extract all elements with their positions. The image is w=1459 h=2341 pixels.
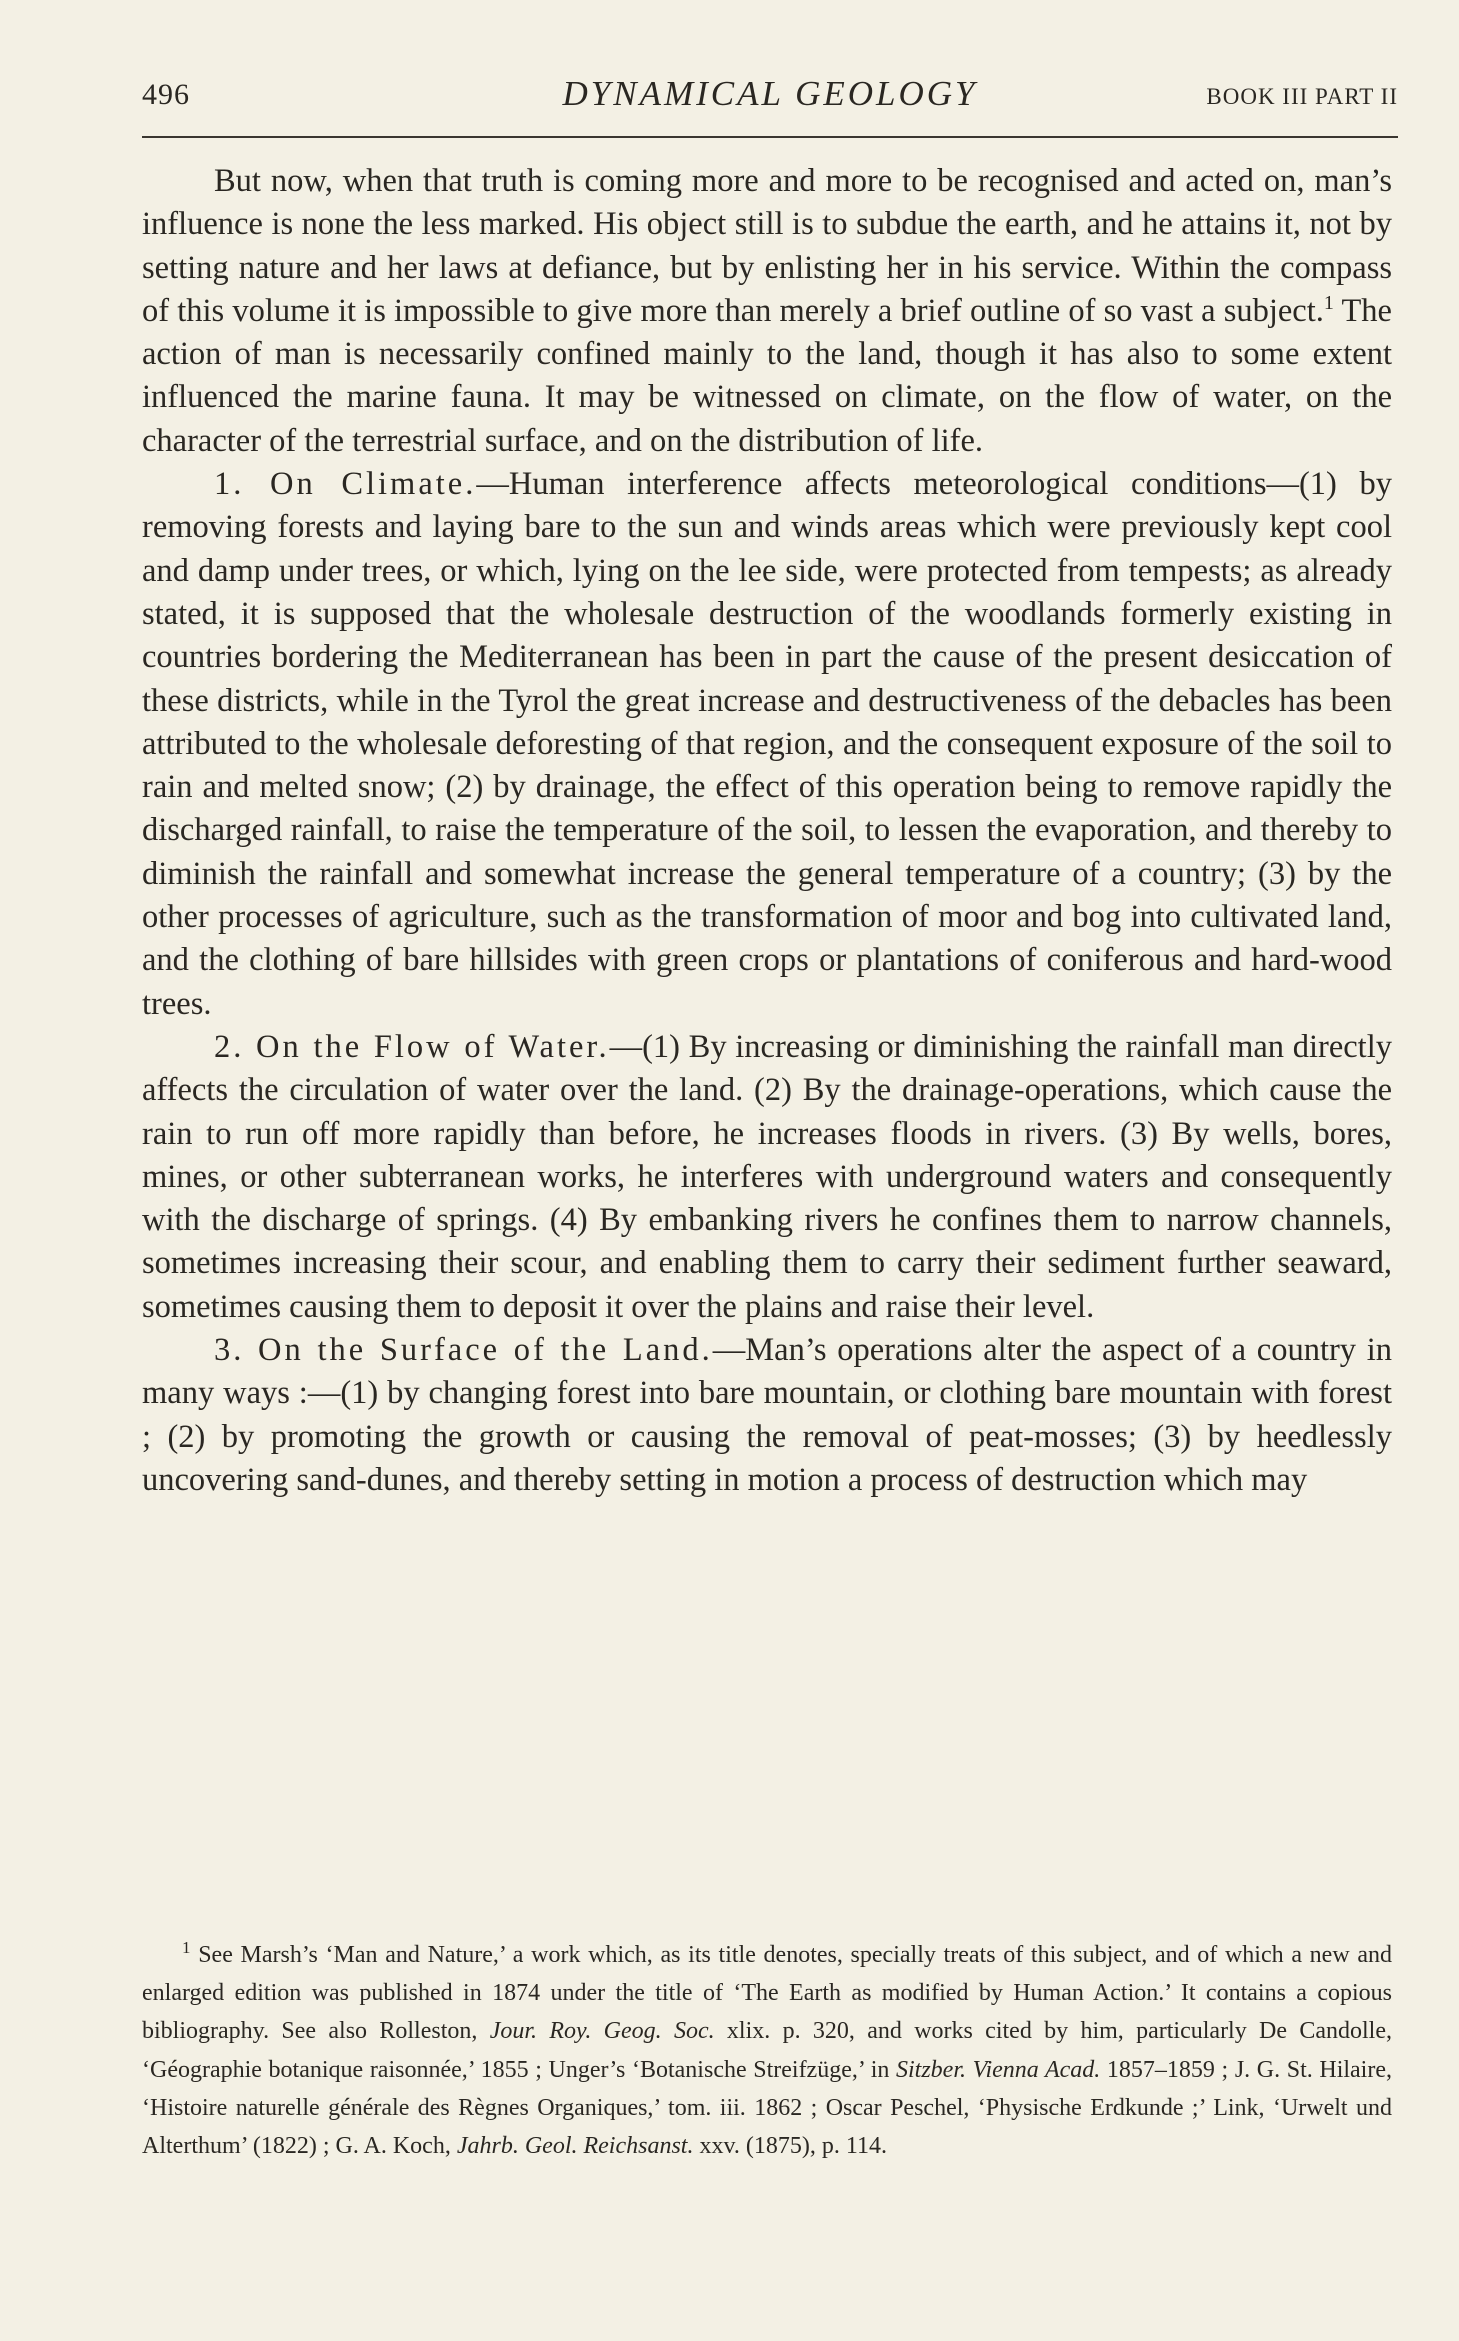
surface-text: —Man’s operations alter the aspect of a country in many ways :—(1) by changing forest into bare mountain, or clothing bare mountain with forest ; (2) by promoting the growth or causing the removal of peat-mosses; (3) by heedlessly uncovering sand-dunes, and thereby setting in motion a process of destruction which may bbox=[142, 1332, 1392, 1498]
footnote-citation-vienna-acad: Sitzber. Vienna Acad. bbox=[895, 2056, 1101, 2083]
section-heading-water: 2. On the Flow of Water. bbox=[214, 1028, 610, 1065]
header-rule bbox=[142, 136, 1398, 138]
page-number: 496 bbox=[142, 78, 190, 111]
footnote-mark: 1 bbox=[182, 1938, 191, 1957]
footnotes bbox=[142, 1936, 1392, 2165]
section-heading-climate: 1. On Climate. bbox=[214, 466, 477, 503]
section-label: BOOK III PART II bbox=[1206, 84, 1398, 109]
running-title: DYNAMICAL GEOLOGY bbox=[562, 74, 978, 113]
water-text: —(1) By increasing or diminishing the rainfall man directly affects the circulation of water over the land. (2) By the drainage-operations, which cause the rain to run off more rapidly than before, he increases floods in rivers. (3) By wells, bores, mines, or other subterranean works, he interferes with underground waters and consequently with the discharge of springs. (4) By embanking rivers he confines them to narrow channels, sometimes increasing their scour, and enabling them to carry their sediment further seaward, sometimes causing them to deposit it over the plains and raise their level. bbox=[142, 1028, 1392, 1325]
climate-text: —Human interference affects meteorological conditions—(1) by removing forests and laying bare to the sun and winds areas which were previously kept cool and damp under trees, or which, lying on the lee side, were protected from tempests; as already stated, it is supposed that the wholesale destruction of the woodlands formerly existing in countries bordering the Mediterranean has been in part the cause of the present desiccation of these districts, while in the Tyrol the great increase and destructiveness of the debacles has been attributed to the wholesale deforesting of that region, and the consequent exposure of the soil to rain and melted snow; (2) by drainage, the effect of this operation being to remove rapidly the discharged rainfall, to raise the temperature of the soil, to lessen the evaporation, and thereby to diminish the rainfall and somewhat increase the general temperature of a country; (3) by the other processes of agriculture, such as the transformation of moor and bog into cultivated land, and the clothing of bare hillsides with green crops or plantations of coniferous and hard-wood trees. bbox=[142, 466, 1392, 1022]
footnote-text-2: xlix. p. 320, and works cited by him, particularly De Candolle, ‘Géographie botanique raisonnée,’ 1855 ; Unger’s ‘Botanische Streifzüge,’ in bbox=[142, 2018, 1392, 2083]
paragraph-climate bbox=[142, 463, 1392, 1026]
footnote-text-1: See Marsh’s ‘Man and Nature,’ a work which, as its title denotes, specially treats of this subject, and of which a new and enlarged edition was published in 1874 under the title of ‘The Earth as modified by Human Action.’ It contains a copious bibliography. See also Rolleston, bbox=[142, 1942, 1392, 2045]
page-header bbox=[142, 74, 1398, 130]
paragraph-intro bbox=[142, 160, 1392, 463]
intro-text-a: But now, when that truth is coming more and more to be recognised and acted on, man’s influence is none the less marked. His object still is to subdue the earth, and he attains it, not by setting nature and her laws at defiance, but by enlisting her in his service. Within the compass of this volume it is impossible to give more than merely a brief outline of so vast a subject. bbox=[142, 163, 1392, 329]
footnote-citation-jahrb: Jahrb. Geol. Reichsanst. bbox=[456, 2133, 694, 2160]
footnote-1 bbox=[142, 1936, 1392, 2165]
footnote-text-4: xxv. (1875), p. 114. bbox=[693, 2133, 888, 2160]
intro-text-b: The action of man is necessarily confined mainly to the land, though it has also to some extent influenced the marine fauna. It may be witnessed on climate, on the flow of water, on the character of the terrestrial surface, and on the distribution of life. bbox=[142, 292, 1392, 459]
footnote-text-3: 1857–1859 ; J. G. St. Hilaire, ‘Histoire naturelle générale des Règnes Organiques,’ tom. iii. 1862 ; Oscar Peschel, ‘Physische Erdkunde ;’ Link, ‘Urwelt und Alterthum’ (1822) ; G. A. Koch, bbox=[142, 2056, 1392, 2160]
footnote-citation-journal-rgs: Jour. Roy. Geog. Soc. bbox=[489, 2018, 715, 2045]
body-text bbox=[142, 160, 1392, 1502]
paragraph-water bbox=[142, 1026, 1392, 1329]
paragraph-surface bbox=[142, 1329, 1392, 1502]
footnote-reference: 1 bbox=[1323, 292, 1334, 315]
section-heading-surface: 3. On the Surface of the Land. bbox=[214, 1332, 713, 1369]
